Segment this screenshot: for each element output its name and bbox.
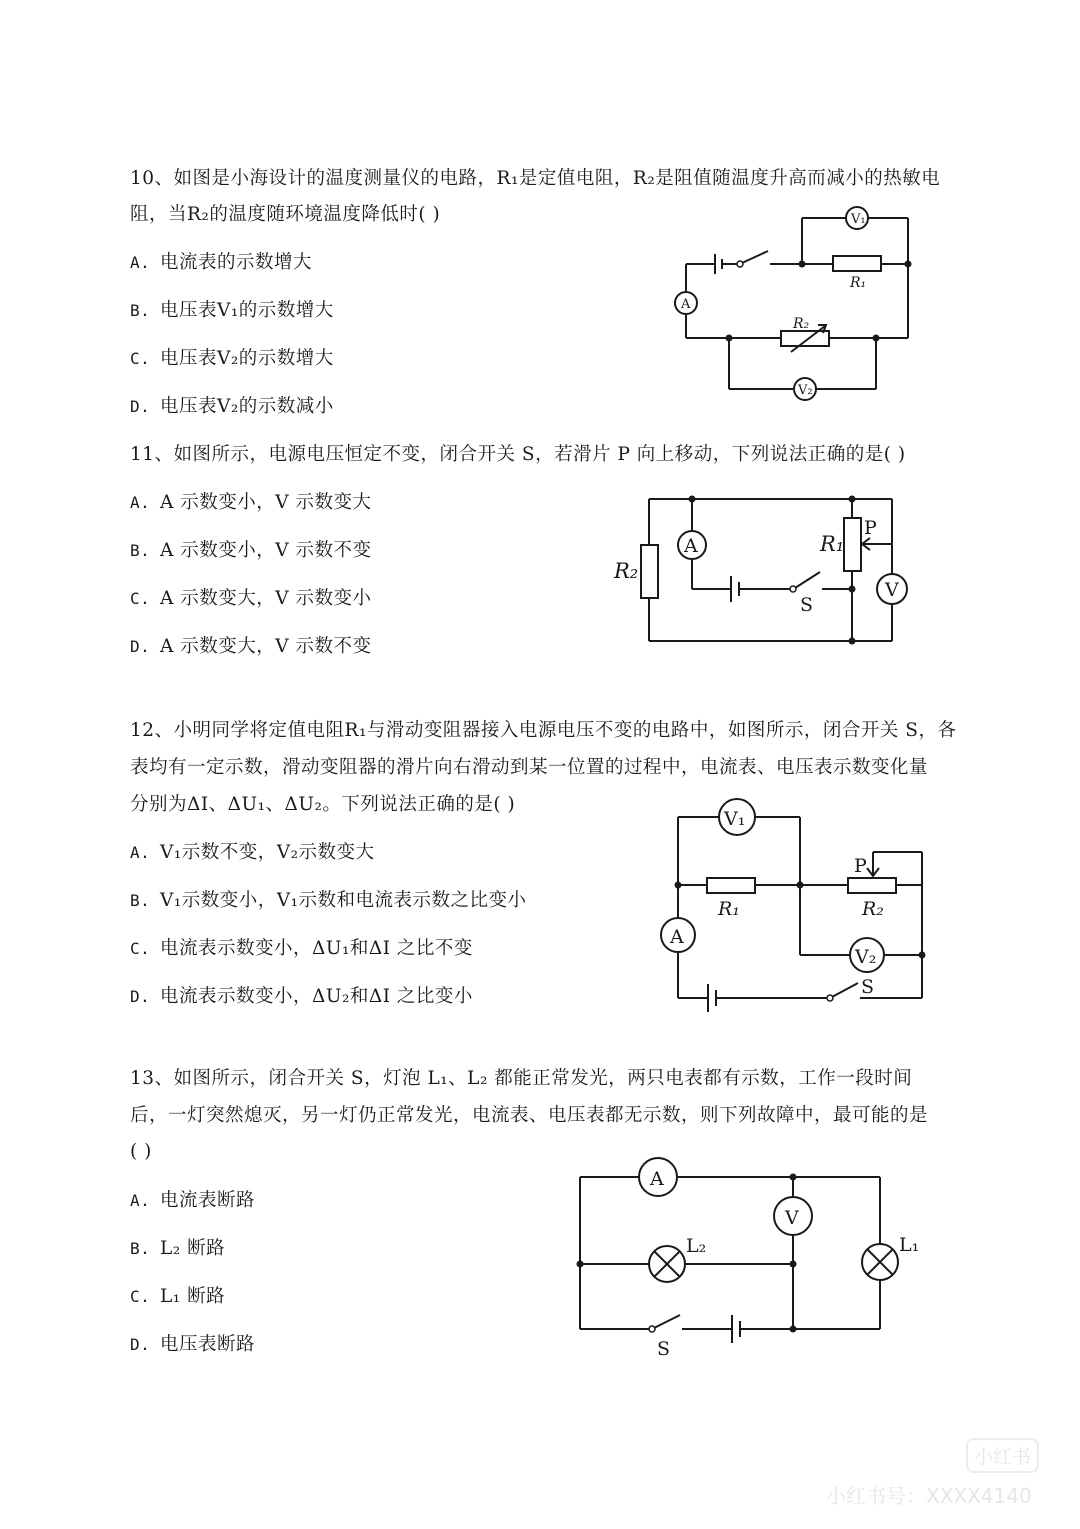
voltmeter-label: V [785, 1207, 799, 1229]
q12-stem-line3: 分别为ΔI、ΔU₁、ΔU₂。下列说法正确的是( ) [130, 794, 516, 815]
v2-label: V₂ [855, 946, 877, 968]
switch-label: S [800, 594, 814, 616]
slider-p-label: P [864, 517, 877, 539]
r1-label: R₁ [850, 275, 867, 291]
q13-stem-line2: 后，一灯突然熄灭，另一灯仍正常发光，电流表、电压表都无示数，则下列故障中，最可能的是 [130, 1105, 929, 1126]
q12-option-a: A. V₁示数不变，V₂示数变大 [130, 842, 375, 863]
q11-option-a: A. A 示数变小，V 示数变大 [130, 492, 372, 513]
r1-resistor [833, 256, 881, 271]
q13-stem-line1: 13、如图所示，闭合开关 S，灯泡 L₁、L₂ 都能正常发光，两只电表都有示数，工作一段时间 [130, 1068, 913, 1089]
q13-option-c: C. L₁ 断路 [130, 1286, 226, 1307]
q13-stem-line3: ( ) [130, 1141, 152, 1162]
lamp-l2-label: L₂ [686, 1235, 707, 1257]
ammeter-label: A [670, 926, 684, 948]
q12-stem-line1: 12、小明同学将定值电阻R₁与滑动变阻器接入电源电压不变的电路中，如图所示，闭合开关 S，各 [130, 720, 957, 741]
q13-circuit-diagram [560, 1150, 920, 1365]
ammeter-label: A [650, 1168, 664, 1190]
q11-option-d: D. A 示数变大，V 示数不变 [130, 636, 372, 657]
q13-option-a: A. 电流表断路 [130, 1190, 256, 1211]
slider-p-label: P [854, 855, 867, 877]
r2-label: R₂ [614, 559, 639, 583]
q12-option-b: B. V₁示数变小，V₁示数和电流表示数之比变小 [130, 890, 527, 911]
r1-label: R₁ [718, 898, 740, 920]
q13-option-d: D. 电压表断路 [130, 1334, 256, 1355]
r1-rheostat [844, 518, 861, 571]
q10-stem-line1: 10、如图是小海设计的温度测量仪的电路，R₁是定值电阻，R₂是阻值随温度升高而减小的热敏电 [130, 168, 941, 189]
r2-thermistor [781, 331, 829, 346]
r1-label: R₁ [820, 532, 845, 556]
r1-resistor [707, 878, 755, 893]
v2-label: V₂ [798, 383, 813, 398]
r2-rheostat [848, 878, 896, 893]
q11-option-c: C. A 示数变大，V 示数变小 [130, 588, 372, 609]
lamp-l1-label: L₁ [899, 1234, 920, 1256]
q10-stem-line2: 阻，当R₂的温度随环境温度降低时( ) [130, 204, 441, 225]
r2-label: R₂ [793, 316, 810, 332]
watermark-id: 小红书号：XXXX4140 [826, 1484, 1032, 1508]
q12-option-c: C. 电流表示数变小，ΔU₁和ΔI 之比不变 [130, 938, 473, 959]
v1-label: V₁ [724, 808, 746, 830]
q11-stem-line1: 11、如图所示，电源电压恒定不变，闭合开关 S，若滑片 P 向上移动，下列说法正确的是( ) [130, 444, 906, 465]
q12-circuit-diagram [650, 795, 940, 1015]
q10-circuit-diagram [660, 195, 930, 415]
switch-label: S [861, 976, 875, 998]
voltmeter-label: V [885, 579, 899, 601]
v1-label: V₁ [851, 212, 866, 227]
q12-option-d: D. 电流表示数变小，ΔU₂和ΔI 之比变小 [130, 986, 473, 1007]
q11-option-b: B. A 示数变小，V 示数不变 [130, 540, 372, 561]
q13-option-b: B. L₂ 断路 [130, 1238, 226, 1259]
watermark-logo: 小红书 [966, 1438, 1039, 1473]
q10-option-d: D. 电压表V₂的示数减小 [130, 396, 334, 417]
switch-label: S [657, 1338, 671, 1360]
r2-label: R₂ [862, 898, 884, 920]
ammeter-label: A [684, 535, 698, 557]
q12-stem-line2: 表均有一定示数，滑动变阻器的滑片向右滑动到某一位置的过程中，电流表、电压表示数变化量 [130, 757, 929, 778]
q10-option-c: C. 电压表V₂的示数增大 [130, 348, 334, 369]
ammeter-label: A [681, 297, 691, 312]
q11-circuit-diagram [605, 485, 925, 655]
q10-option-b: B. 电压表V₁的示数增大 [130, 300, 334, 321]
q10-option-a: A. 电流表的示数增大 [130, 252, 313, 273]
r2-resistor [641, 545, 658, 598]
